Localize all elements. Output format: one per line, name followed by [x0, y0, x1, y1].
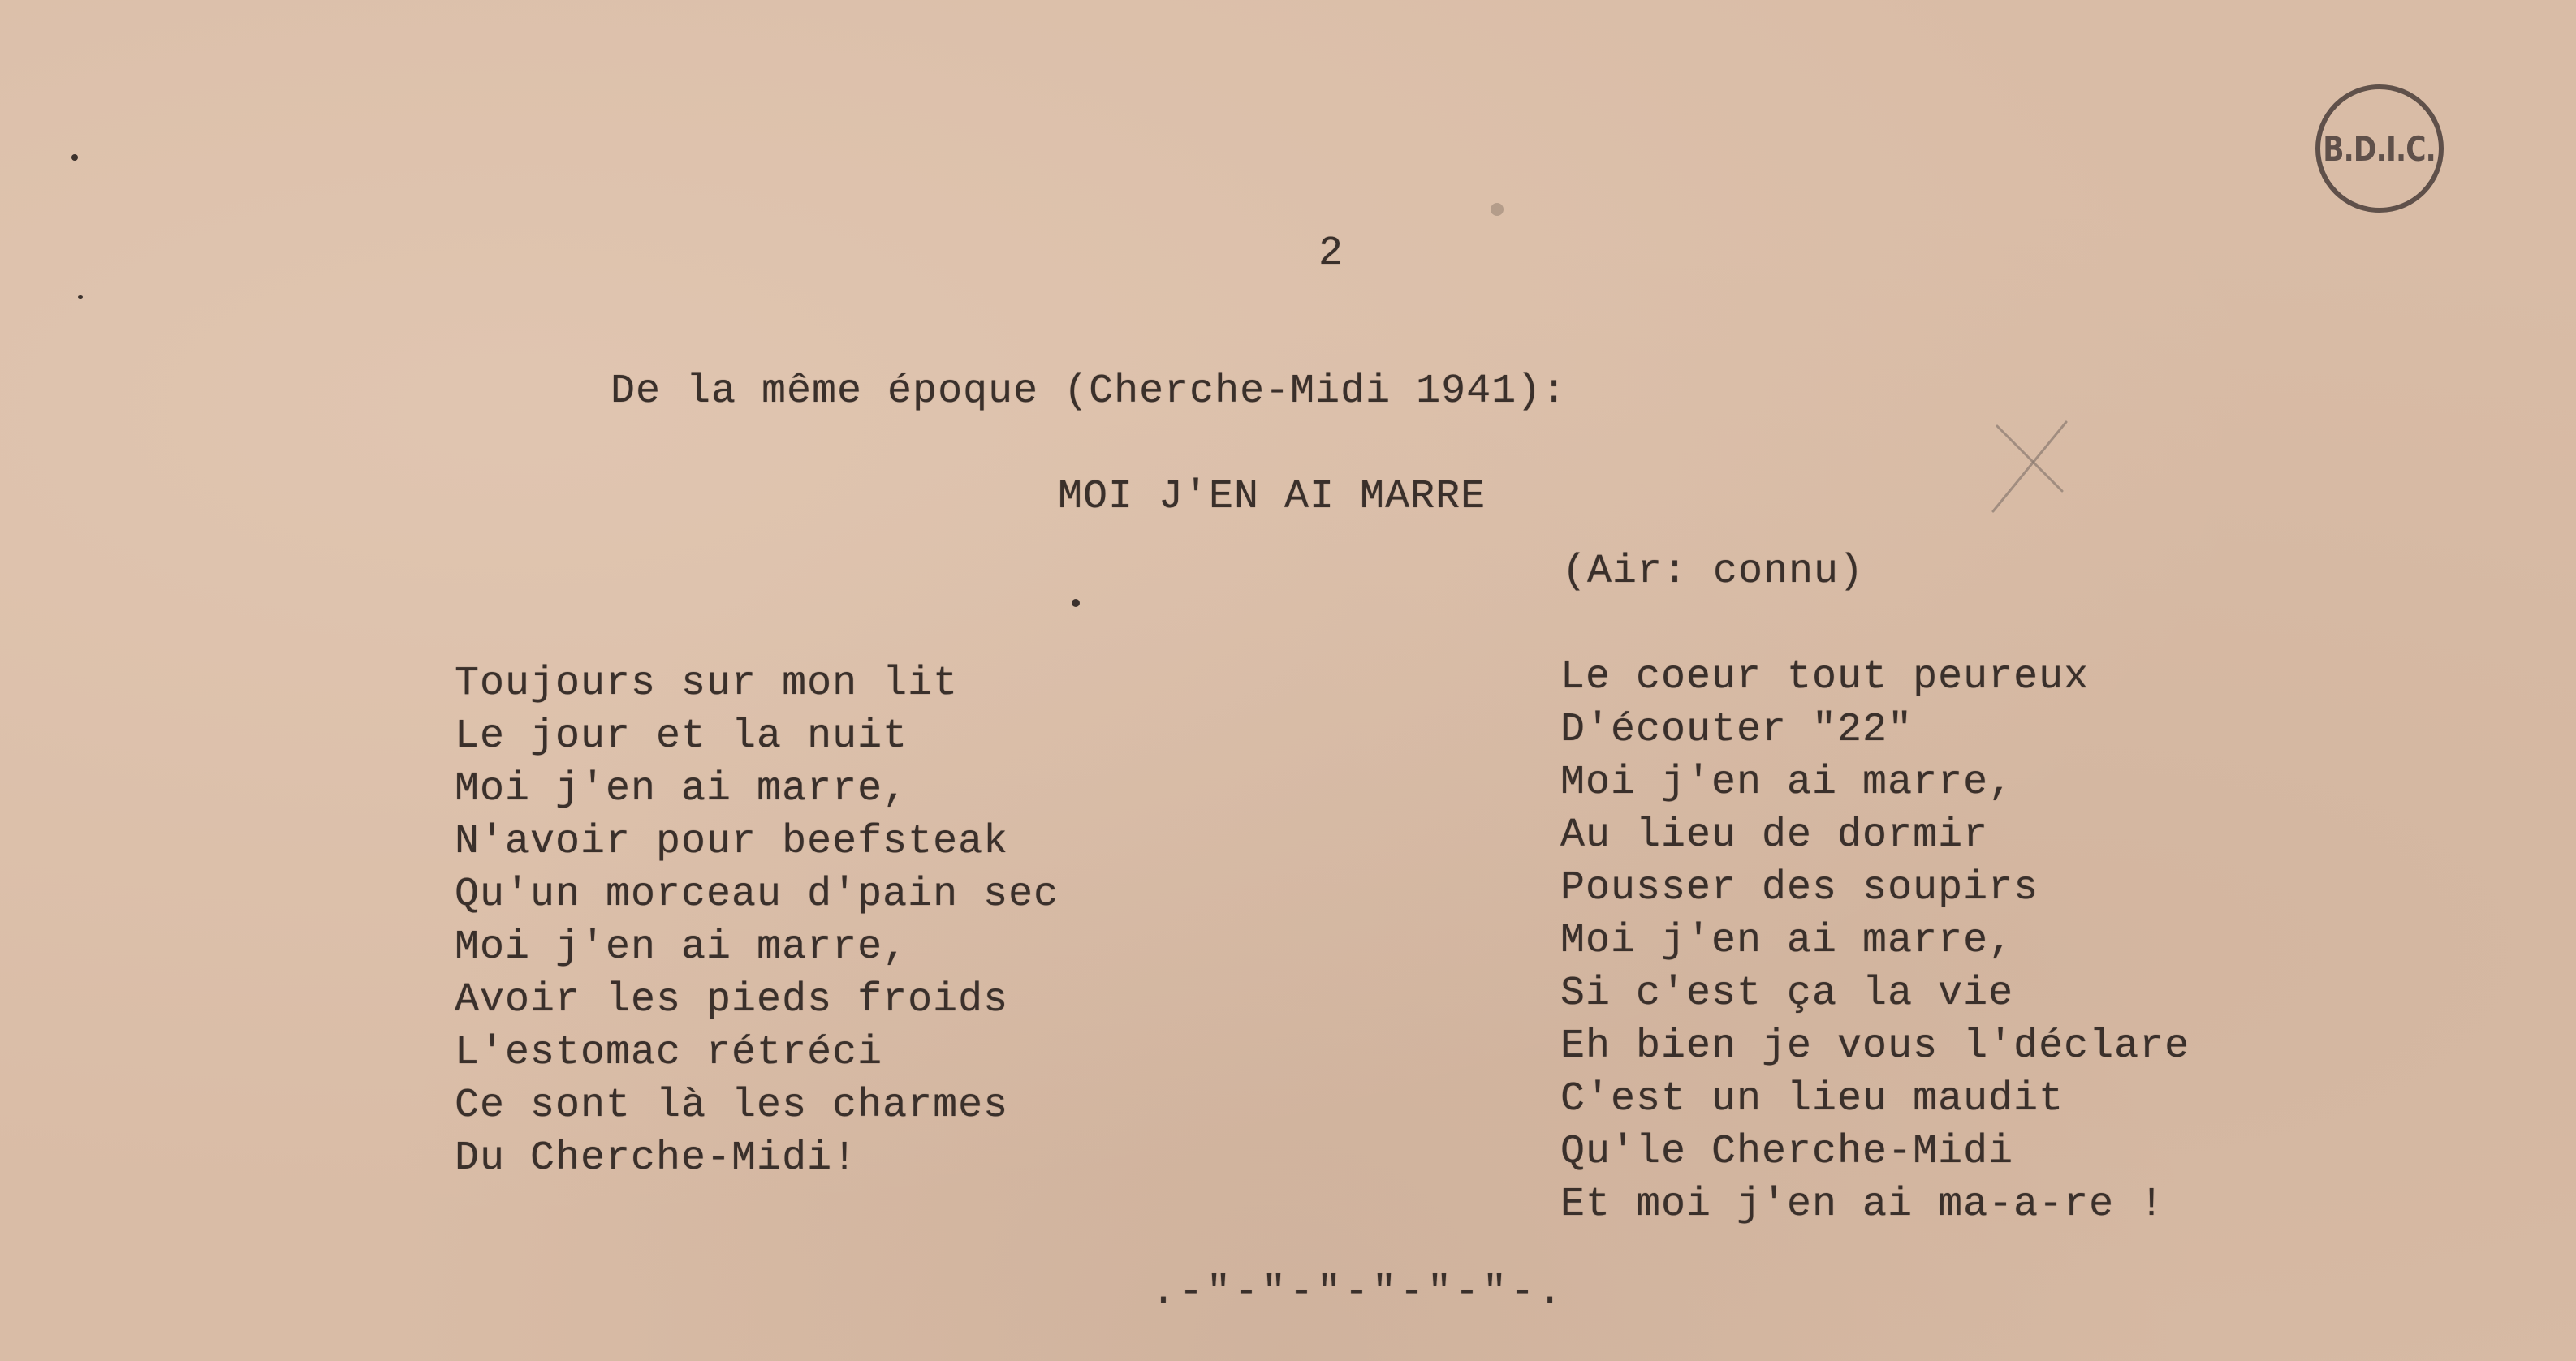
ink-speck: [1072, 599, 1080, 607]
verse-line: Toujours sur mon lit: [455, 661, 959, 707]
verse-line: Pousser des soupirs: [1560, 865, 2039, 911]
verse-line: Moi j'en ai marre,: [455, 924, 908, 971]
page-number: 2: [1318, 230, 1344, 277]
ink-speck: [1491, 203, 1504, 216]
verse-line: D'écouter "22": [1560, 707, 1914, 753]
verse-line: N'avoir pour beefsteak: [455, 819, 1009, 865]
pencil-cross-mark: [1989, 418, 2070, 515]
verse-line: Moi j'en ai marre,: [1560, 918, 2014, 964]
song-title: MOI J'EN AI MARRE: [1058, 474, 1486, 520]
verse-line: Eh bien je vous l'déclare: [1560, 1023, 2190, 1070]
verse-line: C'est un lieu maudit: [1560, 1076, 2065, 1122]
separator-line: .-"-"-"-"-"-"-.: [1151, 1269, 1566, 1316]
verse-line: Et moi j'en ai ma-a-re !: [1560, 1182, 2165, 1228]
intro-line: De la même époque (Cherche-Midi 1941):: [611, 368, 1568, 415]
verse-line: Du Cherche-Midi!: [455, 1135, 858, 1182]
ink-speck: [71, 154, 78, 161]
ink-speck: [78, 295, 83, 299]
verse-line: Le coeur tout peureux: [1560, 654, 2090, 700]
stanza-right: [1560, 651, 2190, 1231]
verse-line: L'estomac rétréci: [455, 1030, 883, 1076]
verse-line: Avoir les pieds froids: [455, 977, 1009, 1023]
verse-line: Ce sont là les charmes: [455, 1083, 1009, 1129]
verse-line: Qu'le Cherche-Midi: [1560, 1129, 2014, 1175]
verse-line: Qu'un morceau d'pain sec: [455, 872, 1059, 918]
stamp-text: B.D.I.C.: [2323, 128, 2436, 169]
verse-line: Moi j'en ai marre,: [455, 766, 908, 812]
verse-line: Si c'est ça la vie: [1560, 971, 2014, 1017]
verse-line: Moi j'en ai marre,: [1560, 760, 2014, 806]
verse-line: Au lieu de dormir: [1560, 812, 1989, 859]
library-stamp: [2315, 84, 2444, 213]
stanza-left: [455, 657, 1059, 1185]
air-note: (Air: connu): [1562, 549, 1865, 595]
verse-line: Le jour et la nuit: [455, 713, 908, 760]
